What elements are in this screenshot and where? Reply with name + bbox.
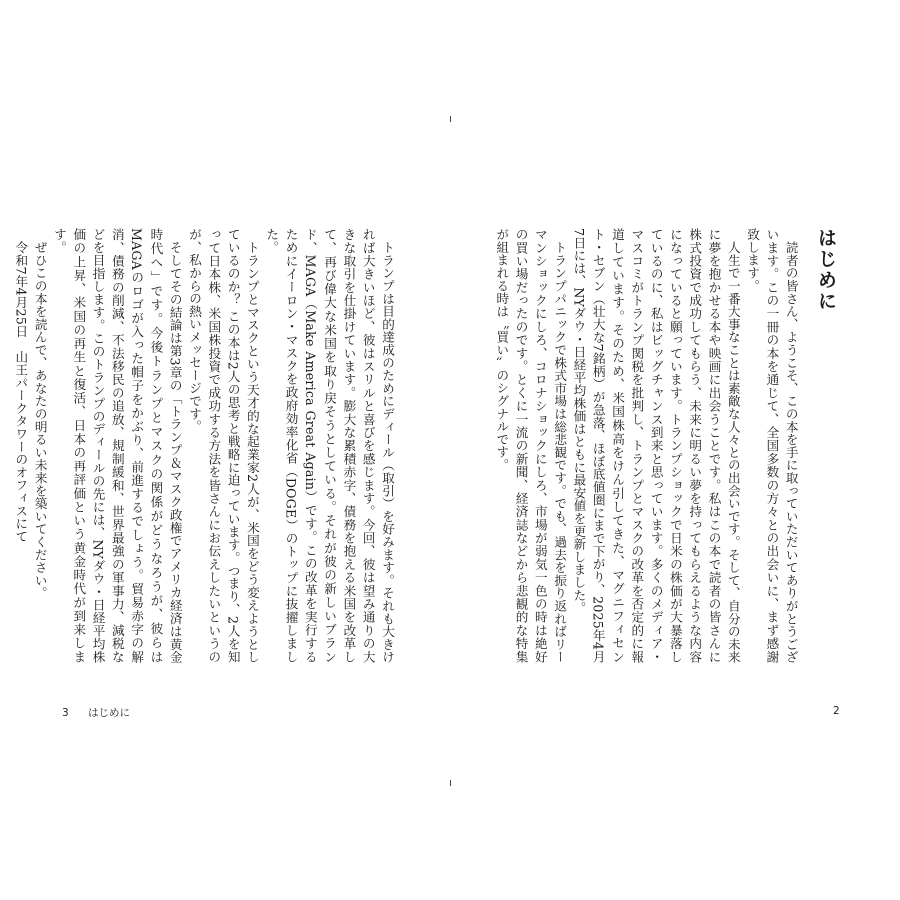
crop-mark-bottom [450,780,451,786]
right-page-footer [833,705,840,717]
left-page-footer [62,705,130,720]
page-number: 2 [833,705,840,717]
page-number: 3 [62,707,69,719]
left-page-body [13,228,397,663]
paragraph: 読者の皆さん、ようこそ、この本を手に取っていただいてありがとうございます。この一冊の本を通じて、全国多数の方々との出会いに、まず感謝致します。 [745,228,799,663]
paragraph: トランプパニックで株式市場は総悲観です。でも、過去を振り返ればリーマンショックにしろ、コロナショックにしろ、市場が弱気一色の時は絶好の買い場だったのです。とくに一流の新聞、経済誌などから悲観的な特集が組まれる時は〝買い〟のシグナルです。 [494,228,568,663]
crop-mark-top [450,116,451,122]
paragraph: 人生で一番大事なことは素敵な人々との出会いです。そして、自分の未来に夢を抱かせる本や映画に出会うことです。私はこの本で読者の皆さんに株式投資で成功してもらう、未来に明るい夢を持ってもらえるような内容になっていると願っています。トランプショックで日米の株価が大暴落しているのに、私はビッグチャンス到来と思っています。多くのメディア・マスコミがトランプ関税を批判し、トランプとマスクの改革を否定的に報道しています。そのため、米国株高をけん引してきた、マグニフィセント・セブン（壮大な7銘柄）が急落、ほぼ底値圏にまで下がり、2025年4月7日には、NYダウ・日経平均株価はともに最安値を更新しました。 [571,228,741,663]
paragraph: トランプとマスクという天才的な起業家2人が、米国をどう変えようとしているのか？ この本は2人の思考と戦略に迫っています。つまり、2人を知って日本株、米国株投資で成功する方法を皆さんにお伝えしたいというのが、私からの熱いメッセージです。 [187,228,260,663]
right-page-body [494,228,837,663]
running-head: はじめに [88,707,131,719]
closing-signature: 令和7年4月25日 山王パークタワーのオフィスにて [13,240,29,543]
chapter-heading: はじめに [815,228,837,312]
paragraph: そしてその結論は第3章の「トランプ＆マスク政権でアメリカ経済は黄金時代へ」です。今後トランプとマスクの関係がどうなろうが、彼らはMAGAのロゴが入った帽子をかぶり、前進するでしょう。貿易赤字の解消、債務の削減、不法移民の追放、規制緩和、世界最強の軍事力、減税などを目指します。このトランプのディールの先には、NYダウ・日経平均株価の上昇、米国の再生と復活、日本の再評価という黄金時代が到来します。 [51,228,183,663]
paragraph: ぜひこの本を読んで、あなたの明るい未来を築いてください。 [32,240,48,599]
paragraph: トランプは目的達成のためにディール（取引）を好みます。それも大きければ大きいほど、彼はスリルと喜びを感じます。今回、彼は望み通りの大きな取引を仕掛けています。膨大な累積赤字、債務を抱える米国を改革して、再び偉大な米国を取り戻そうとしている。それが彼の新しいブランド、MAGA（Make America Great Again）です。この改革を実行するためにイーロン・マスクを政府効率化省（DOGE）のトップに抜擢しました。 [264,228,395,663]
